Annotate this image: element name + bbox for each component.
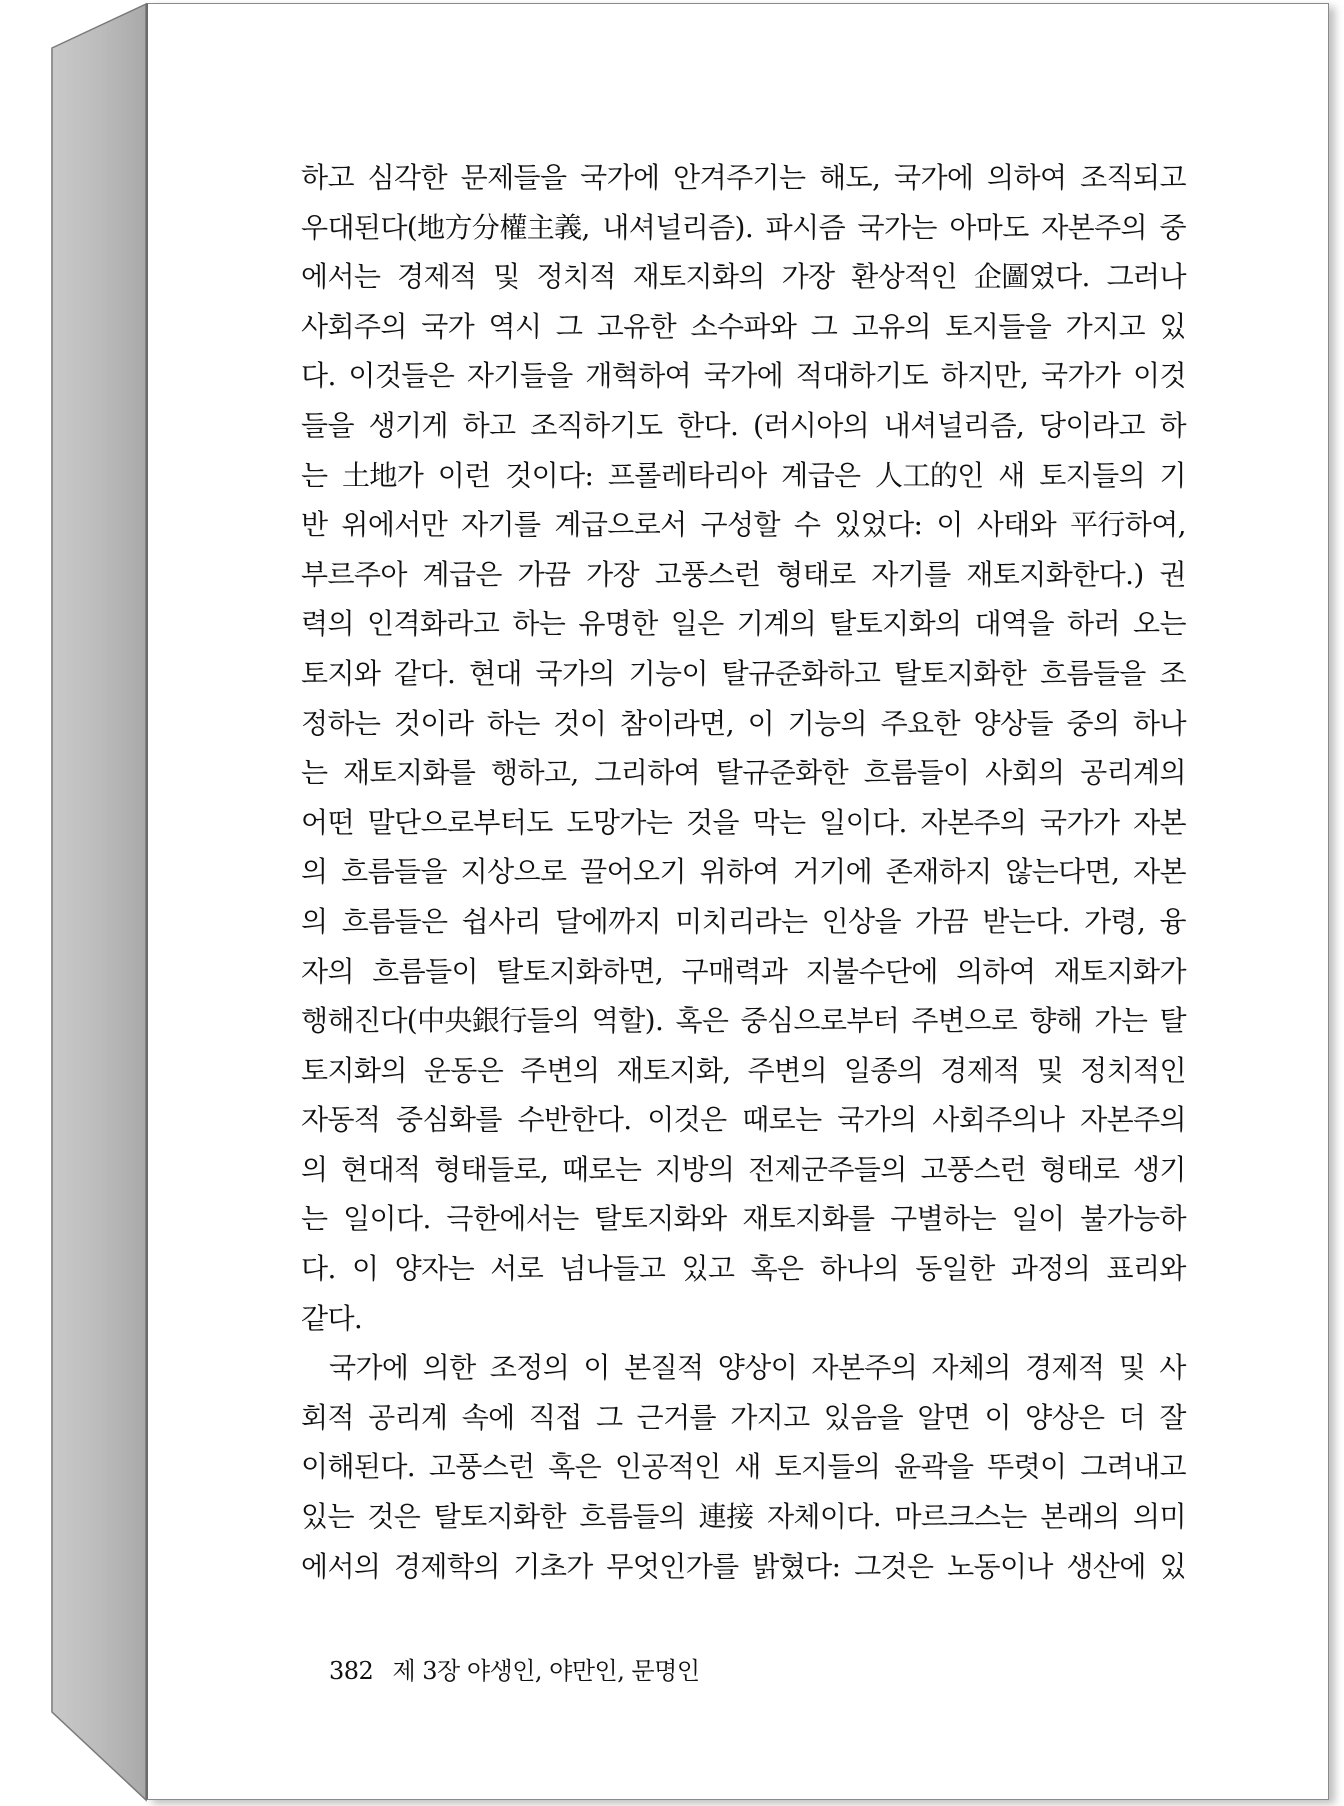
word: 윤곽을: [894, 1450, 974, 1484]
word: 해도,: [819, 161, 881, 194]
word: 직접: [528, 1400, 582, 1434]
word: 고유한: [596, 309, 677, 343]
word: 수: [793, 508, 821, 542]
word: 의하여: [956, 954, 1036, 988]
word: 및: [493, 260, 520, 294]
word: 인공적인: [614, 1450, 721, 1484]
word: 구매력과: [681, 954, 788, 988]
word: 넘나들고: [559, 1252, 666, 1286]
word: 지불수단에: [805, 954, 938, 988]
word: 력의: [301, 607, 354, 641]
word: 의: [301, 1152, 328, 1186]
word: 의한: [422, 1351, 476, 1385]
word: 국가의: [837, 1103, 917, 1137]
word: 밝혔다:: [752, 1549, 841, 1583]
word: 하고: [301, 161, 354, 194]
word: 자체이다.: [766, 1500, 882, 1534]
word: 하지만,: [940, 359, 1029, 393]
word: 가끔: [517, 557, 571, 591]
text-line: [301, 1500, 1186, 1553]
word: 국가에: [580, 161, 660, 194]
word: 극한에서는: [446, 1202, 579, 1236]
word: 가끔: [915, 904, 969, 938]
word: 재토지화를: [343, 756, 476, 790]
word: 기초가: [513, 1549, 593, 1583]
word: 오는: [1133, 607, 1186, 641]
word: 생기게: [368, 408, 448, 442]
word: 생기: [1132, 1152, 1186, 1186]
word: 土地가: [341, 458, 424, 492]
word: 알면: [917, 1400, 971, 1434]
word: 흐름들을: [1039, 656, 1146, 690]
word: 대역을: [974, 607, 1054, 641]
text-line: [301, 1103, 1186, 1156]
word: 것은: [367, 1500, 421, 1534]
word: 토지들의: [774, 1450, 881, 1484]
word: 본질적: [624, 1351, 704, 1385]
book-page: [146, 3, 1329, 1800]
word: 이: [747, 706, 775, 740]
word: 정치적인: [1080, 1053, 1186, 1087]
word: 이런: [437, 458, 491, 492]
text-line: [301, 557, 1186, 611]
word: 공리계: [368, 1400, 448, 1434]
word: 및: [1118, 1351, 1146, 1385]
word: 흐름들을: [341, 855, 447, 889]
word: 아마도: [949, 210, 1029, 244]
word: 도망가는: [566, 805, 673, 839]
paragraph: [301, 1351, 1186, 1602]
word: 平行하여,: [1069, 508, 1186, 542]
word: 뚜렷이: [987, 1450, 1067, 1484]
word: 자본주의: [920, 805, 1027, 839]
word: 막는: [752, 805, 806, 839]
word: 전제군주들의: [748, 1152, 907, 1186]
word: 사회주의나: [932, 1103, 1065, 1137]
word: 양상들: [973, 706, 1053, 740]
word: 지상으로: [460, 855, 567, 889]
word: 거기에: [792, 855, 873, 889]
word: 하나: [1133, 706, 1186, 740]
word: 일이다.: [819, 805, 907, 839]
word: 당이라고: [1039, 408, 1145, 442]
word: 탈규준화하고: [721, 656, 881, 690]
word: 흐름들은: [341, 904, 448, 938]
body-text: [301, 161, 1186, 1602]
word: 일종의: [843, 1053, 924, 1087]
word: 있었다:: [834, 508, 923, 542]
word: 가지고: [1065, 309, 1145, 343]
text-line: [301, 359, 1186, 412]
word: 이: [984, 1400, 1011, 1434]
text-line: [301, 1004, 1186, 1057]
word: 국가는: [857, 210, 937, 244]
word: 자기를: [871, 557, 951, 591]
word: 토지화의: [301, 1053, 407, 1087]
word: 역시: [488, 309, 542, 343]
word: 조: [1159, 656, 1186, 690]
word: 같다.: [301, 1301, 363, 1335]
word: 유명한: [578, 607, 658, 641]
word: 중: [1159, 210, 1186, 244]
text-line: [301, 1053, 1186, 1107]
word: 그러나: [1106, 260, 1186, 294]
word: 위에서만: [341, 508, 448, 542]
word: 참이라면,: [619, 706, 734, 740]
word: 있는: [301, 1500, 354, 1534]
word: 형태들로,: [434, 1152, 549, 1186]
word: 가지고: [730, 1400, 810, 1434]
word: 가장: [586, 557, 640, 591]
word: 탈토지화한: [894, 656, 1027, 690]
word: 재토지화를: [742, 1202, 875, 1236]
word: 한다.: [677, 408, 739, 442]
word: 향해: [1029, 1004, 1083, 1038]
word: 혹은: [750, 1252, 804, 1286]
word: 수반한다.: [517, 1103, 632, 1137]
book-spine: [0, 0, 150, 1806]
word: 행하고,: [491, 756, 579, 790]
text-line: [301, 656, 1186, 710]
word: 과정의: [1010, 1252, 1091, 1286]
word: 받는다.: [982, 904, 1070, 938]
word: 적대하기도: [795, 359, 929, 393]
word: 권: [1159, 557, 1186, 591]
word: 속에: [461, 1400, 515, 1434]
word: 주변의: [747, 1053, 827, 1087]
word: 것을: [685, 805, 739, 839]
word: 중의: [1066, 706, 1120, 740]
word: 탈토지화의: [829, 607, 962, 641]
word: 현대적: [341, 1152, 421, 1186]
text-line: [301, 1202, 1186, 1255]
word: 있고: [681, 1252, 735, 1286]
word: 다.: [301, 359, 336, 393]
word: 것이라: [393, 706, 474, 740]
word: 재토지화의: [632, 260, 765, 294]
word: 주요한: [880, 706, 960, 740]
word: 근거를: [636, 1400, 716, 1434]
word: 는: [301, 1202, 328, 1236]
word: 사회의: [985, 756, 1065, 790]
word: 구별하는: [890, 1202, 996, 1236]
word: 일이: [1011, 1202, 1065, 1236]
text-line: [301, 1252, 1186, 1305]
word: 새: [998, 458, 1025, 492]
word: 는: [301, 756, 328, 790]
word: 있: [1159, 1549, 1186, 1583]
word: 것이다:: [505, 458, 594, 492]
paragraph: [301, 161, 1186, 1354]
word: 탈토지화와: [594, 1202, 727, 1236]
word: 그리하여: [594, 756, 701, 790]
word: 일이다.: [343, 1202, 431, 1236]
word: 국가의: [535, 656, 615, 690]
word: 인상을: [821, 904, 901, 938]
word: 같다.: [394, 656, 456, 690]
word: 표리와: [1106, 1252, 1186, 1286]
word: 소수파와: [690, 309, 797, 343]
word: 가장: [781, 260, 835, 294]
text-line: [301, 1351, 1186, 1404]
text-line: [301, 508, 1186, 561]
word: 하: [1159, 408, 1186, 442]
word: 이것들은: [348, 359, 455, 393]
word: 하는: [486, 706, 540, 740]
word: 새: [734, 1450, 761, 1484]
text-line: [301, 458, 1186, 512]
word: 의: [301, 904, 328, 938]
word: 자본: [1133, 805, 1186, 839]
word: 부르주아: [301, 557, 407, 591]
word: 있: [1159, 309, 1186, 343]
word: 재토지화한다.): [966, 557, 1144, 591]
word: 의하여: [987, 161, 1067, 194]
word: 가령,: [1084, 904, 1146, 938]
word: 잘: [1159, 1400, 1186, 1434]
word: 불가능하: [1080, 1202, 1186, 1236]
word: 의: [301, 855, 328, 889]
word: 이해된다.: [301, 1450, 416, 1484]
word: 동일한: [915, 1252, 995, 1286]
word: 사: [1159, 1351, 1186, 1385]
word: 흐름들의: [579, 1500, 686, 1534]
word: 쉽사리: [461, 904, 541, 938]
text-line: [301, 309, 1186, 363]
word: 국가가: [1041, 359, 1121, 393]
word: 국가에: [703, 359, 784, 393]
word: 경제학의: [393, 1549, 500, 1583]
word: 경제적: [397, 260, 477, 294]
word: 및: [1036, 1053, 1064, 1087]
text-line: [301, 954, 1186, 1008]
word: 형태로: [776, 557, 856, 591]
text-line: [301, 161, 1186, 214]
word: 계급으로서: [554, 508, 687, 542]
word: 문제들을: [460, 161, 567, 194]
word: 무엇인가를: [606, 1549, 739, 1583]
word: 기계의: [736, 607, 817, 641]
word: 정치적: [536, 260, 616, 294]
word: 고유의: [851, 309, 931, 343]
word: 미치리라는: [675, 904, 808, 938]
word: 그것은: [854, 1549, 934, 1583]
word: 주변의: [520, 1053, 600, 1087]
word: 자본주의: [1080, 1103, 1186, 1137]
word: 내셔널리즘).: [602, 210, 754, 244]
word: 융: [1159, 904, 1186, 938]
word: 구성할: [700, 508, 780, 542]
word: 기능의: [787, 706, 867, 740]
word: 양상은: [1025, 1400, 1105, 1434]
word: 않는다면,: [1005, 855, 1120, 889]
word: 탈토지화하면,: [496, 954, 664, 988]
word: 국가가: [1040, 805, 1120, 839]
word: 혹은: [675, 1004, 729, 1038]
word: 형태로: [1039, 1152, 1120, 1186]
word: 위하여: [699, 855, 780, 889]
word: 가는: [1094, 1004, 1148, 1038]
word: 양상이: [717, 1351, 798, 1385]
word: 들을: [301, 408, 354, 442]
word: 그려내고: [1080, 1450, 1186, 1484]
word: 조직하기도: [530, 408, 663, 442]
text-line: [301, 756, 1186, 809]
word: 개혁하여: [585, 359, 692, 393]
word: 連接: [698, 1500, 754, 1534]
word: 조직되고: [1080, 161, 1186, 194]
word: 계급은: [781, 458, 861, 492]
word: 자본: [1133, 855, 1186, 889]
word: 토지들을: [945, 309, 1052, 343]
word: 프롤레타리아: [607, 458, 767, 492]
word: 중심으로부터: [740, 1004, 900, 1038]
word: 중심화를: [396, 1103, 502, 1137]
word: 내셔널리즘,: [883, 408, 1025, 442]
word: 주변으로: [911, 1004, 1018, 1038]
word: 탈토지화한: [433, 1500, 566, 1534]
word: 흐름들이: [863, 756, 970, 790]
text-line: [301, 706, 1186, 760]
word: 본래의: [1040, 1500, 1120, 1534]
word: 지방의: [655, 1152, 735, 1186]
word: 국가에: [329, 1351, 409, 1385]
word: 정하는: [301, 706, 381, 740]
word: 인격화라고: [367, 607, 500, 641]
word: 토지와: [301, 656, 381, 690]
word: 이것: [1133, 359, 1186, 393]
word: 자의: [301, 954, 354, 988]
text-line: [301, 1152, 1186, 1206]
word: 그: [595, 1400, 623, 1434]
word: 하러: [1067, 607, 1120, 641]
word: 재토지화가: [1053, 954, 1186, 988]
word: 이: [583, 1351, 610, 1385]
word: 마르크스는: [894, 1500, 1027, 1534]
text-line: [301, 1450, 1186, 1503]
word: 는: [301, 458, 328, 492]
word: 자체의: [931, 1351, 1011, 1385]
word: 자기들을: [466, 359, 573, 393]
word: 다.: [301, 1252, 336, 1286]
word: 환상적인: [851, 260, 958, 294]
word: 의미: [1133, 1500, 1186, 1534]
word: 자본주의: [811, 1351, 918, 1385]
word: 더: [1118, 1400, 1146, 1434]
text-line: [301, 1400, 1186, 1454]
word: 우대된다(地方分權主義,: [301, 210, 590, 244]
word: 그: [555, 309, 583, 343]
word: 혹은: [548, 1450, 602, 1484]
word: 계급은: [422, 557, 502, 591]
word: 고풍스런: [920, 1152, 1027, 1186]
word: 공리계의: [1080, 756, 1186, 790]
word: 토지들의: [1039, 458, 1146, 492]
word: 하는: [512, 607, 566, 641]
word: 생산에: [1066, 1549, 1146, 1583]
word: 자기를: [461, 508, 541, 542]
word: 운동은: [423, 1053, 504, 1087]
text-line: [301, 1549, 1186, 1603]
word: 안겨주기는: [673, 161, 806, 194]
word: 서로: [490, 1252, 544, 1286]
word: 자동적: [301, 1103, 381, 1137]
word: 때로는: [561, 1152, 642, 1186]
word: 말단으로부터도: [367, 805, 553, 839]
page-footer: [329, 1651, 700, 1686]
word: 경제적: [940, 1053, 1020, 1087]
word: 것이: [553, 706, 607, 740]
word: 이것은: [647, 1103, 727, 1137]
word: 달에까지: [555, 904, 661, 938]
word: 일은: [670, 607, 724, 641]
text-line: [301, 1301, 1186, 1355]
word: 행해진다(中央銀行들의: [301, 1004, 580, 1038]
word: 있음을: [823, 1400, 904, 1434]
text-line: [301, 805, 1186, 859]
word: 그: [810, 309, 838, 343]
word: 이: [351, 1252, 379, 1286]
word: 파시즘: [765, 210, 846, 244]
word: 企圖였다.: [973, 260, 1090, 294]
word: 국가: [421, 309, 475, 343]
word: 고풍스런: [654, 557, 761, 591]
word: 회적: [301, 1400, 354, 1434]
word: 양자는: [394, 1252, 475, 1286]
text-line: [301, 210, 1186, 264]
word: 경제적: [1025, 1351, 1105, 1385]
word: 노동이나: [947, 1549, 1053, 1583]
word: 사태와: [976, 508, 1057, 542]
word: 조정의: [489, 1351, 570, 1385]
text-line: [301, 607, 1186, 660]
chapter-title: 제 3장 야생인, 야만인, 문명인: [392, 1657, 700, 1685]
page-number: 382: [329, 1657, 374, 1685]
word: 흐름들이: [372, 954, 478, 988]
word: 국가에: [894, 161, 974, 194]
word: 자본주의: [1041, 210, 1147, 244]
text-line: [301, 855, 1186, 908]
word: 탈규준화한: [715, 756, 849, 790]
word: 에서는: [301, 260, 381, 294]
word: 재토지화,: [616, 1053, 731, 1087]
word: 에서의: [301, 1549, 381, 1583]
word: 반: [301, 508, 328, 542]
word: 현대: [468, 656, 522, 690]
word: 고풍스런: [428, 1450, 535, 1484]
word: 심각한: [367, 161, 447, 194]
word: 하고: [462, 408, 516, 442]
word: 존재하지: [885, 855, 992, 889]
word: 人工的인: [875, 458, 984, 492]
text-line: [301, 904, 1186, 958]
word: (러시아의: [752, 408, 870, 442]
word: 탈: [1159, 1004, 1186, 1038]
word: 기: [1159, 458, 1186, 492]
word: 역할).: [591, 1004, 664, 1038]
word: 하나의: [819, 1252, 900, 1286]
word: 때로는: [742, 1103, 822, 1137]
word: 사회주의: [301, 309, 407, 343]
word: 기능이: [628, 656, 708, 690]
text-line: [301, 408, 1186, 462]
word: 어떤: [301, 805, 354, 839]
word: 끌어오기: [580, 855, 686, 889]
word: 이: [936, 508, 963, 542]
text-line: [301, 260, 1186, 313]
